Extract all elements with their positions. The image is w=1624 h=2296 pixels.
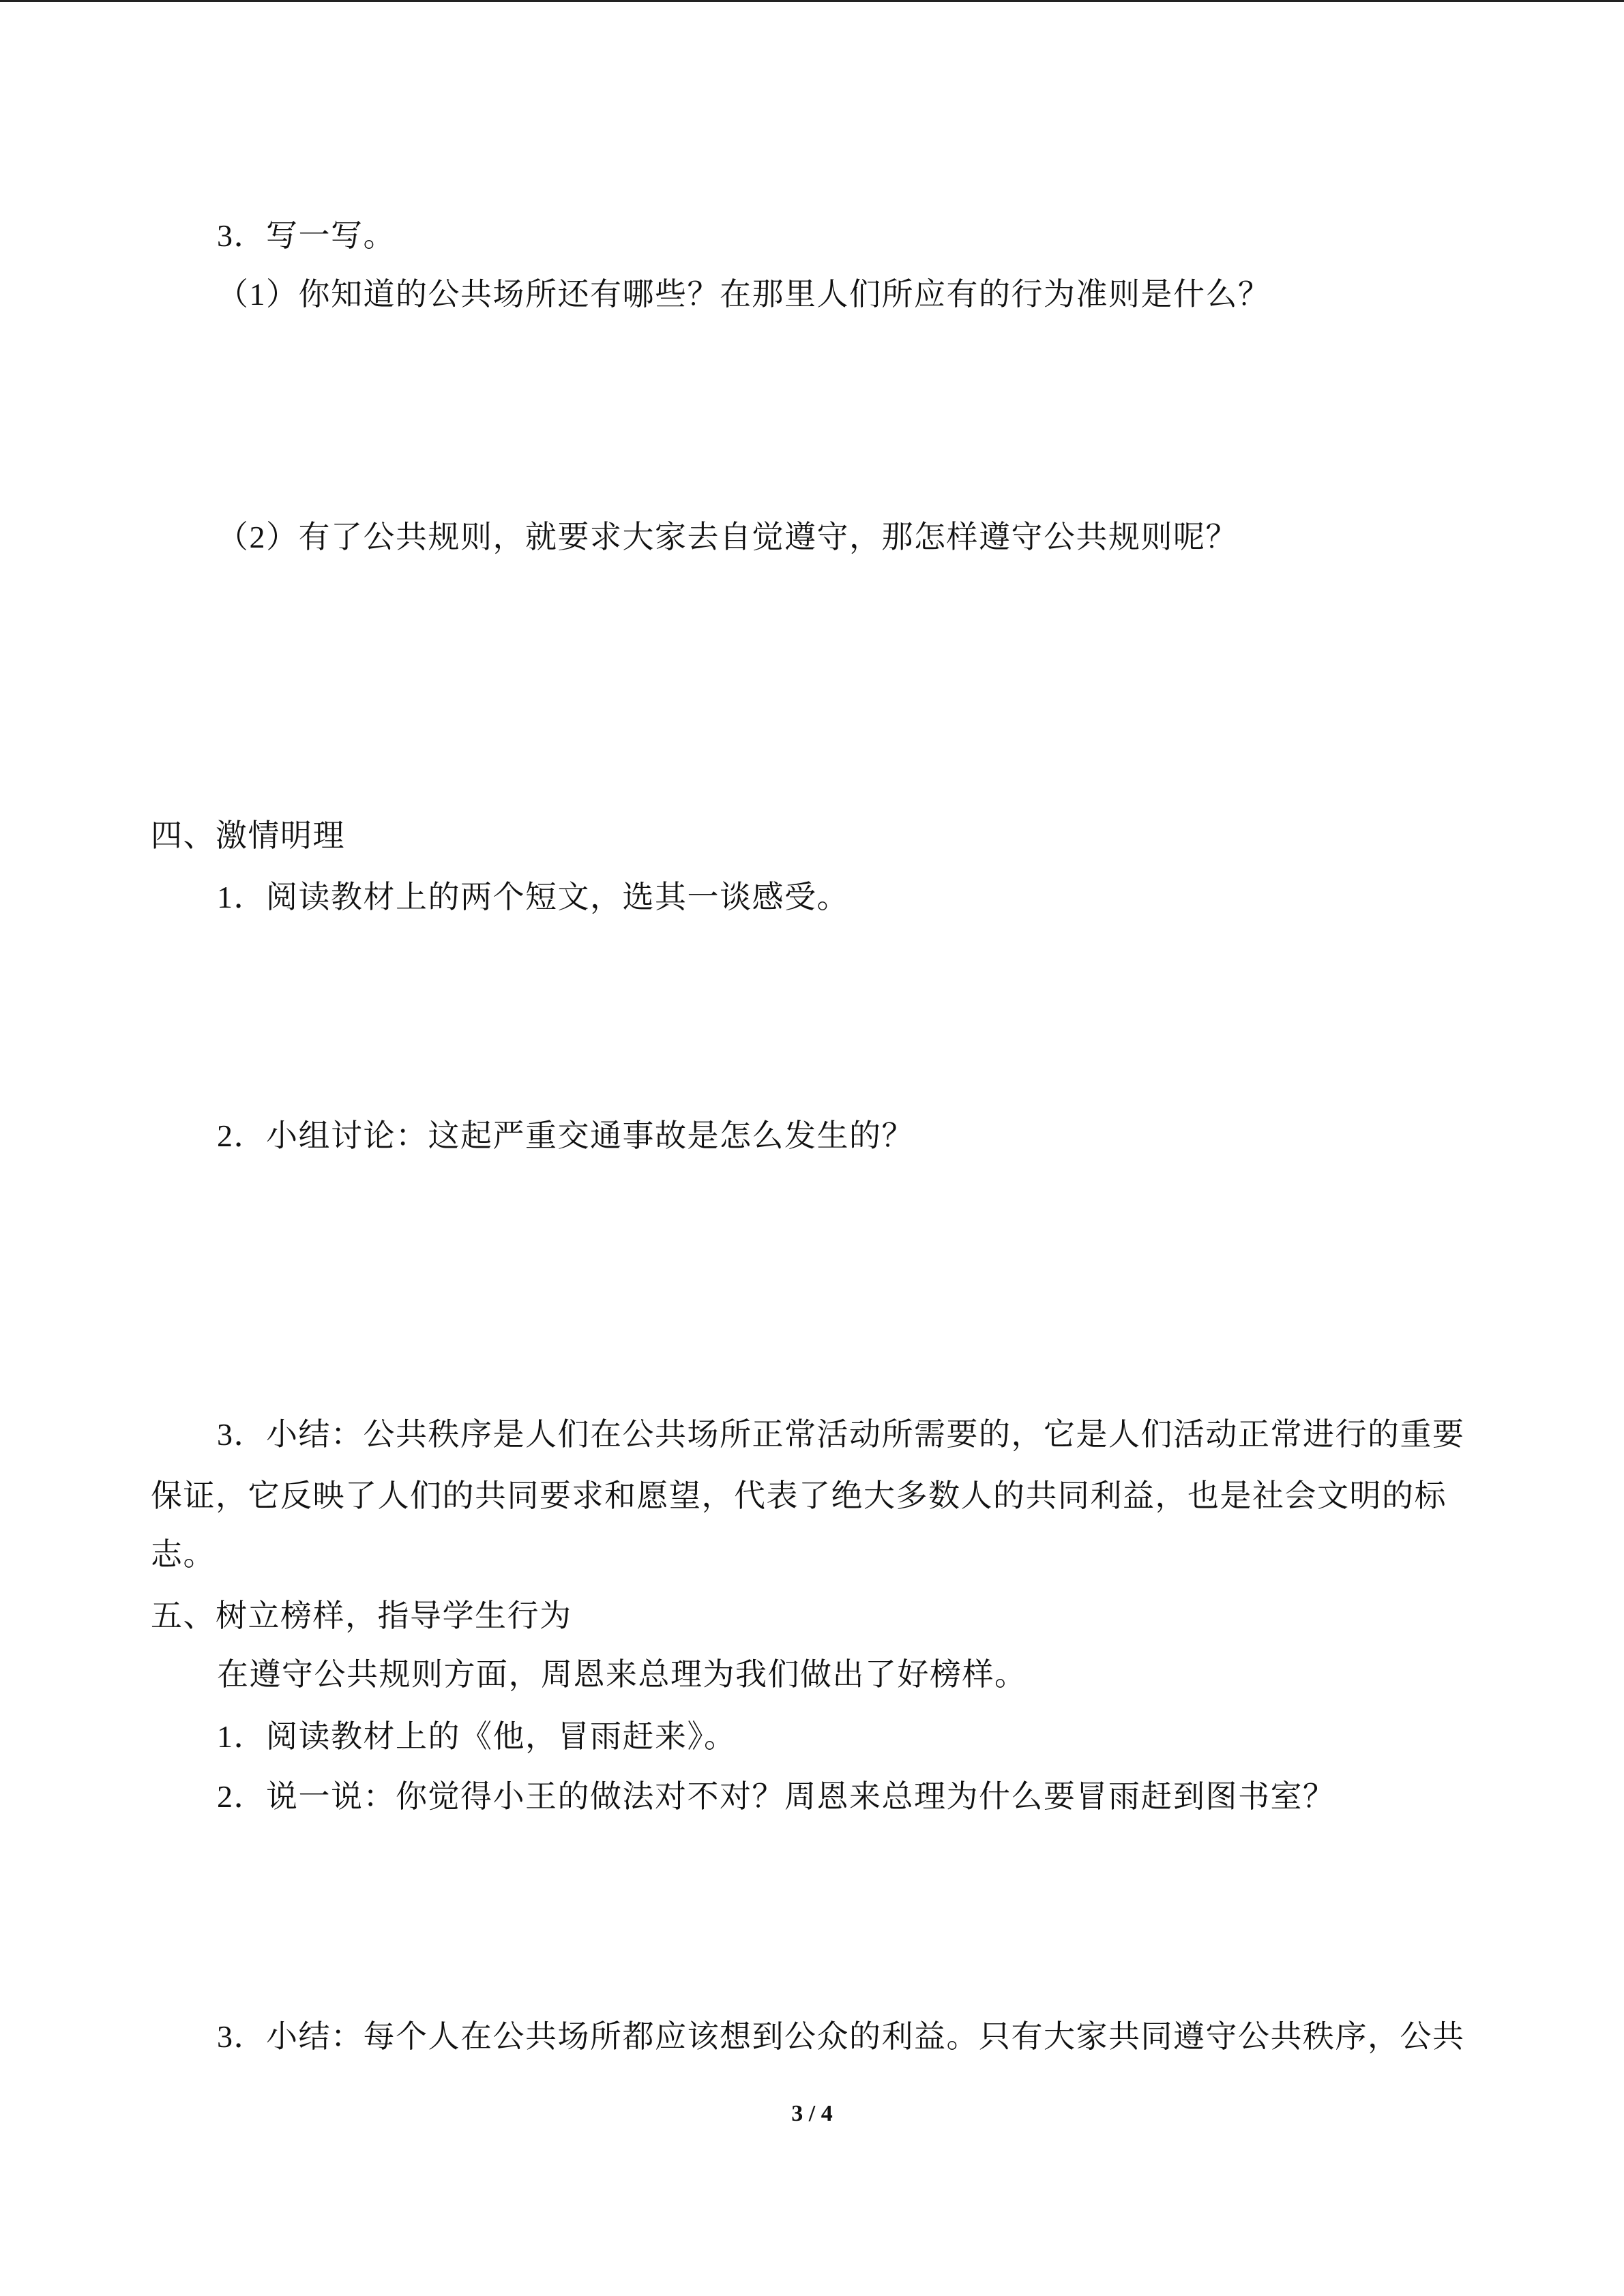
section-five-item-1: 1．阅读教材上的《他，冒雨赶来》。 [217, 1719, 737, 1754]
write-heading: 3．写一写。 [217, 218, 396, 253]
section-five-item-2: 2．说一说：你觉得小王的做法对不对？周恩来总理为什么要冒雨赶到图书室？ [217, 1779, 1335, 1814]
page-top-border [0, 0, 1624, 2]
section-four-summary-line-1: 3．小结：公共秩序是人们在公共场所正常活动所需要的，它是人们活动正常进行的重要 [217, 1417, 1465, 1452]
section-four-title: 四、激情明理 [151, 818, 345, 853]
section-four-summary-line-3: 志。 [151, 1537, 216, 1572]
write-question-1: （1）你知道的公共场所还有哪些？在那里人们所应有的行为准则是什么？ [217, 277, 1271, 312]
section-four-summary-line-2: 保证，它反映了人们的共同要求和愿望，代表了绝大多数人的共同利益，也是社会文明的标 [151, 1478, 1447, 1513]
write-question-2: （2）有了公共规则，就要求大家去自觉遵守，那怎样遵守公共规则呢？ [217, 520, 1238, 554]
section-five-title: 五、树立榜样，指导学生行为 [151, 1598, 572, 1633]
section-four-item-1: 1．阅读教材上的两个短文，选其一谈感受。 [217, 880, 849, 914]
section-five-summary: 3．小结：每个人在公共场所都应该想到公众的利益。只有大家共同遵守公共秩序，公共 [217, 2019, 1465, 2054]
page-number: 3 / 4 [791, 2101, 833, 2126]
section-four-item-2: 2．小组讨论：这起严重交通事故是怎么发生的？ [217, 1118, 914, 1153]
section-five-intro: 在遵守公共规则方面，周恩来总理为我们做出了好榜样。 [217, 1657, 1027, 1692]
